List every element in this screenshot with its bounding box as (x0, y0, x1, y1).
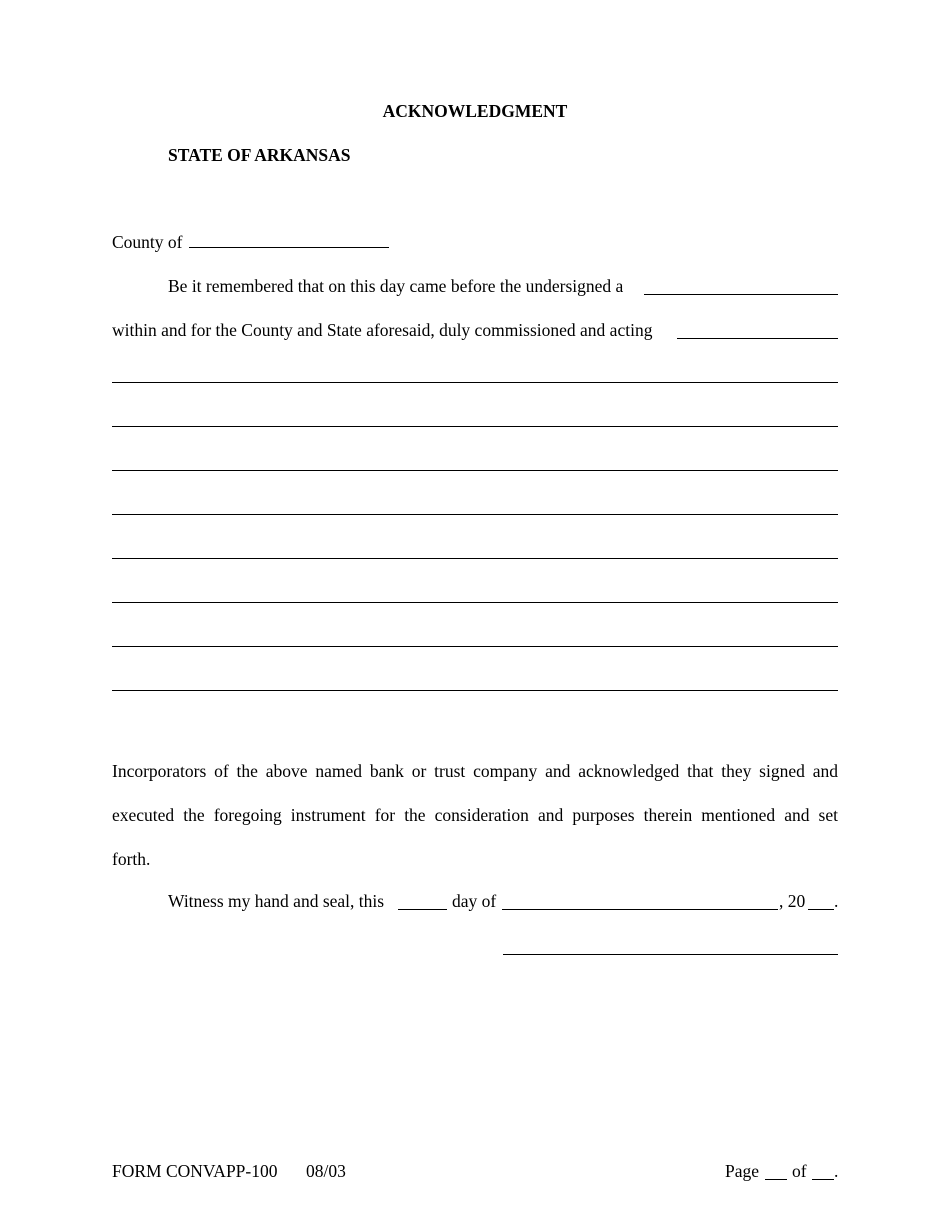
county-row (112, 232, 389, 253)
witness-month-blank[interactable] (502, 909, 778, 910)
paragraph-line: Incorporators of the above named bank or trust company and acknowledged that they signed and (112, 761, 838, 781)
name-line[interactable] (112, 690, 838, 691)
page-number-blank[interactable] (765, 1179, 787, 1180)
form-date: 08/03 (306, 1161, 346, 1181)
name-line[interactable] (112, 514, 838, 515)
witness-year-prefix: , 20 (779, 891, 806, 911)
name-line[interactable] (112, 646, 838, 647)
page-label: Page (725, 1161, 760, 1181)
name-line[interactable] (112, 558, 838, 559)
county-blank[interactable] (189, 233, 389, 248)
acting-blank[interactable] (677, 338, 838, 339)
witness-day-blank[interactable] (398, 909, 447, 910)
witness-day-of: day of (452, 891, 497, 911)
page-of-label: of (792, 1161, 807, 1181)
commission-sentence: within and for the County and State aforesaid, duly commissioned and acting (112, 320, 653, 340)
incorporators-paragraph (112, 749, 838, 881)
name-line[interactable] (112, 602, 838, 603)
notary-signature-line[interactable] (503, 954, 838, 955)
witness-end: . (834, 891, 839, 911)
form-title: ACKNOWLEDGMENT (382, 101, 568, 121)
page-total-blank[interactable] (812, 1179, 834, 1180)
witness-prefix: Witness my hand and seal, this (168, 891, 385, 911)
intro-sentence: Be it remembered that on this day came before the undersigned a (168, 276, 624, 296)
page-end: . (834, 1161, 839, 1181)
state-heading: STATE OF ARKANSAS (168, 145, 351, 165)
paragraph-line: forth. (112, 849, 151, 869)
name-line[interactable] (112, 382, 838, 383)
witness-year-blank[interactable] (808, 909, 834, 910)
paragraph-line: executed the foregoing instrument for the consideration and purposes therein mentioned and set (112, 805, 838, 825)
name-line[interactable] (112, 426, 838, 427)
name-line[interactable] (112, 470, 838, 471)
form-id: FORM CONVAPP-100 (112, 1161, 278, 1181)
county-label: County of (112, 232, 183, 252)
officer-title-blank[interactable] (644, 294, 838, 295)
